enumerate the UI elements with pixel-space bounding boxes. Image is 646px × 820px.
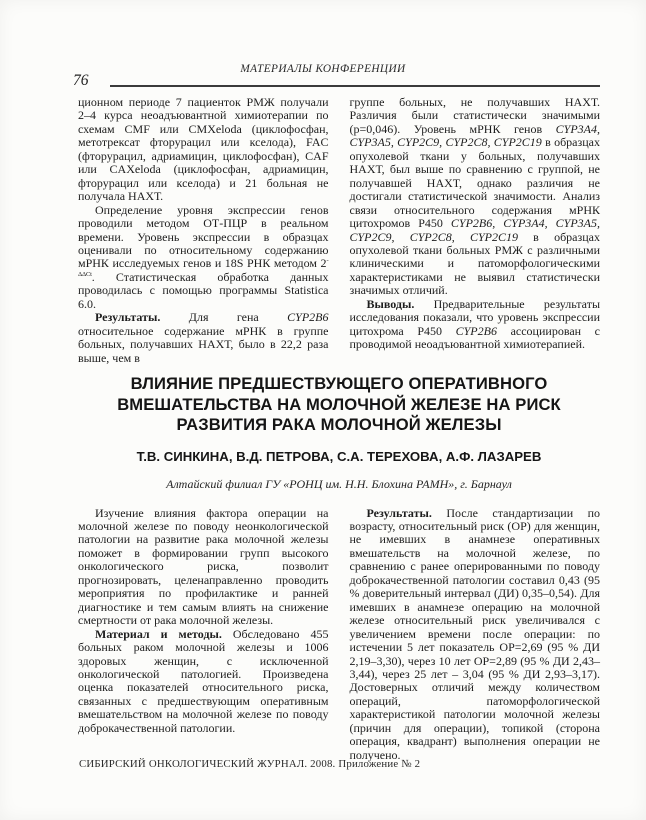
page-number: 76 (73, 72, 89, 89)
paragraph (78, 204, 329, 312)
gene-name: CYP2B6 (455, 323, 497, 338)
paragraph-text: ционном периоде 7 пациенток РМЖ получали 2–4 курса неоадъювантной химиотерапии по схемам CMF или CMXeloda (циклофосфан, метотрексат фторурацил или кселода), FAC (фторурацил, адриамицин, циклофосфан), CAF или CAXeloda (циклофосфан, адриамицин, фторурацил или кселода) и 21 больная не получала НАХТ. (78, 95, 329, 204)
paragraph-text: относительное содержание мРНК в группе больных, получавших НАХТ, было в 22,2 раза выше, чем в (78, 323, 329, 365)
article-title: ВЛИЯНИЕ ПРЕДШЕСТВУЮЩЕГО ОПЕРАТИВНОГО ВМЕШАТЕЛЬСТВА НА МОЛОЧНОЙ ЖЕЛЕЗЕ НА РИСК РАЗВИТИЯ РАКА МОЛОЧНОЙ ЖЕЛЕЗЫ (117, 374, 561, 435)
paragraph-text: Определение уровня экспрессии генов проводили методом ОТ-ПЦР в реальном времени. Уровень экспрессии в образцах оценивали по относительному содержанию мРНК исследуемых генов и 18S РНК методом 2 (78, 202, 329, 271)
article-authors: Т.В. СИНКИНА, В.Д. ПЕТРОВА, С.А. ТЕРЕХОВА, А.Ф. ЛАЗАРЕВ (136, 448, 542, 464)
article-header (78, 374, 600, 492)
paragraph-conclusions (350, 298, 601, 352)
paragraph-text: Предварительные результаты исследования показали, что уровень экспрессии цитохрома Р450 (349, 296, 600, 338)
gene-names: CYP3A4, CYP3A5, CYP2C9, CYP2C8, CYP2C19 (349, 121, 600, 150)
top-two-column-section (78, 96, 600, 365)
paragraph-results (350, 507, 601, 763)
running-head: МАТЕРИАЛЫ КОНФЕРЕНЦИИ (240, 63, 406, 75)
top-left-column (78, 96, 329, 365)
paragraph-text: ассоциирован с проводимой неоадъювантной химиотерапией. (349, 323, 600, 352)
journal-footer: СИБИРСКИЙ ОНКОЛОГИЧЕСКИЙ ЖУРНАЛ. 2008. Приложение № 2 (79, 758, 421, 770)
header-rule (110, 85, 600, 87)
materials-methods-label: Материал и методы. (95, 626, 222, 641)
paragraph-results (78, 311, 329, 365)
gene-names: CYP2B6, CYP3A4, CYP3A5, CYP2C9, CYP2C8, CYP2C19 (349, 216, 600, 244)
bottom-two-column-section (78, 507, 600, 763)
paragraph-text: в образцах опухолевой ткани больных РМЖ с различными клиническими и патоморфологическими характеристиками не выявил статистически значимых отличий. (349, 229, 600, 298)
bottom-left-column (78, 507, 329, 763)
paragraph-text: в образцах опухолевой ткани у больных, получавших НАХТ, был выше по сравнению с группой, не получавшей НАХТ, однако различия не достигали статистической значимости. Анализ связи относительного содержания мРНК цитохромов Р450 (349, 135, 600, 231)
exponent-superscript: -ΔΔCt (78, 257, 329, 278)
paragraph-text: Обследовано 455 больных раком молочной железы и 1006 здоровых женщин, с исключенной онкологической патологией. Произведена оценка показателей относительного риска, связанных с предшествующим оперативным вмешательством на молочной железе по поводу доброкачественной патологии. (78, 626, 329, 735)
paragraph-text: Для гена (160, 310, 288, 325)
page-content (78, 96, 600, 762)
paragraph-text: Изучение влияния фактора операции на молочной железе по поводу неонкологической патологии на развитие рака молочной железы поможет в формировании групп высокого онкологического риска, позволит прогнозировать, целенаправленно проводить мероприятия по профилактике и ранней диагностике и тем самым влиять на снижение смертности от рака молочной железы. (78, 505, 329, 628)
top-right-column (350, 96, 601, 365)
paragraph-materials (78, 628, 329, 736)
paragraph-text: . Статистическая обработка данных проводилась с помощью программы Statistica 6.0. (78, 269, 329, 311)
paragraph (78, 96, 329, 204)
article-affiliation: Алтайский филиал ГУ «РОНЦ им. Н.Н. Блохина РАМН», г. Барнаул (166, 476, 512, 491)
paragraph (350, 96, 601, 298)
results-label: Результаты. (366, 505, 432, 520)
paragraph-text: группе больных, не получавших НАХТ. Различия были статистически значимыми (р=0,046). Уровень мРНК генов (349, 95, 600, 136)
paragraph (78, 507, 329, 628)
results-label: Результаты. (95, 310, 161, 325)
conclusions-label: Выводы. (366, 296, 415, 311)
bottom-right-column (350, 507, 601, 763)
gene-name: CYP2B6 (287, 310, 329, 325)
paragraph-text: После стандартизации по возрасту, относительный риск (ОР) для женщин, не имевших в анамнезе оперативных вмешательств на молочной железе, по сравнению с ранее оперированными по поводу доброкачественной патологии составил 0,43 (95 % доверительный интервал (ДИ) 0,35–0,54). Для имевших в анамнезе операцию на молочной железе относительный риск увеличивался с увеличением времени после операции: по истечении 5 лет показатель ОР=2,69 (95 % ДИ 2,19–3,30), через 10 лет ОР=2,89 (95 % ДИ 2,43–3,44), через 25 лет – 3,04 (95 % ДИ 2,93–3,17). Достоверных отличий между количеством операций, патоморфологической характеристикой патологии молочной железы (причин для операции), топикой (сторона операция, квадрант) выполнения операции не получено. (349, 505, 600, 762)
